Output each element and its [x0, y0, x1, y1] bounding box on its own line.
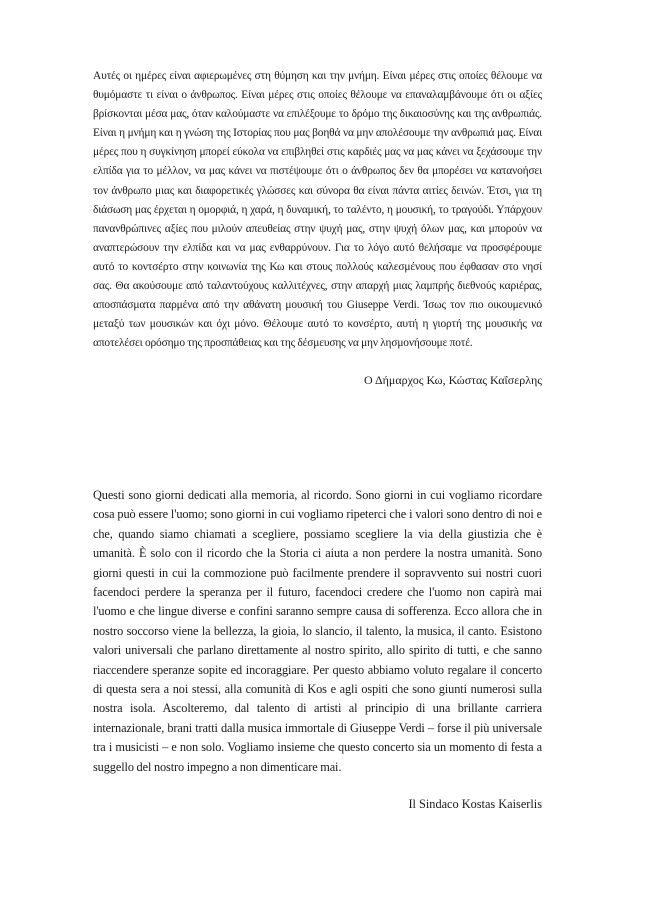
italian-message-paragraph: Questi sono giorni dedicati alla memoria, al ricordo. Sono giorni in cui vogliamo ricordare cosa può essere l'uomo; sono giorni in cui vogliamo ripeterci che i valori sono dentro di noi e che, quando siamo chiamati a scegliere, possiamo scegliere la via della giustizia che è umanità. È solo con il ricordo che la Storia ci aiuta a non perdere la nostra umanità. Sono giorni questi in cui la commozione può facilmente prendere il sopravvento sui nostri cuori facendoci perdere la speranza per il futuro, facendoci credere che l'uomo non capirà mai l'uomo e che lingue diverse e confini saranno sempre causa di sofferenza. Ecco allora che in nostro soccorso viene la bellezza, la gioia, lo slancio, il talento, la musica, il canto. Esistono valori universali che parlano direttamente al nostro spirito, allo spirito di tutti, e che sanno riaccendere speranze sopite ed incoraggiare. Per questo abbiamo voluto regalare il concerto di questa sera a noi stessi, alla comunità di Kos e agli ospiti che sono giunti numerosi sulla nostra isola. Ascolteremo, dal talento di artisti al principio di una brillante carriera internazionale, brani tratti dalla musica immortale di Giuseppe Verdi – forse il più universale tra i musicisti – e non solo. Vogliamo insieme che questo concerto sia un momento di festa a suggello del nostro impegno a non dimenticare mai.: [93, 488, 542, 774]
italian-section: [93, 486, 542, 814]
italian-signature: Il Sindaco Kostas Kaiserlis: [408, 797, 542, 812]
greek-message-paragraph: Αυτές οι ημέρες είναι αφιερωμένες στη θύμηση και την μνήμη. Είναι μέρες στις οποίες θέλουμε να θυμόμαστε τι είναι ο άνθρωπος. Είναι μέρες στις οποίες θέλουμε να επαναλαμβάνουμε ότι οι αξίες βρίσκονται μέσα μας, όταν καλούμαστε να επιλέξουμε το δρόμο της δικαιοσύνης και της ανθρωπιάς. Είναι η μνήμη και η γνώση της Ιστορίας που μας βοηθά να μην απολέσουμε την ανθρωπιά μας. Είναι μέρες που η συγκίνηση μπορεί εύκολα να επιβληθεί στις καρδιές μας να μας κάνει να ξεχάσουμε την ελπίδα για το μέλλον, να μας κάνει να πιστέψουμε ότι ο άνθρωπος δεν θα μπορέσει να κατανοήσει τον άνθρωπο μιας και διαφορετικές γλώσσες και σύνορα θα είναι πάντα αιτίες δεινών. Έτσι, για τη διάσωση μας έρχεται η ομορφιά, η χαρά, η δυναμική, το ταλέντο, η μουσική, το τραγούδι. Υπάρχουν πανανθρώπινες αξίες που μιλούν απευθείας στην ψυχή μας, στην ψυχή όλων μας, και μπορούν να αναπτερώσουν την ελπίδα και να μας ενθαρρύνουν. Για το λόγο αυτό θελήσαμε να προσφέρουμε αυτό το κοντσέρτο στην κοινωνία της Κω και στους πολλούς καλεσμένους που έφθασαν στο νησί σας. Θα ακούσουμε από ταλαντούχους καλλιτέχνες, στην απαρχή μιας λαμπρής διεθνούς καριέρας, αποσπάσματα παρμένα από την αθάνατη μουσική του Giuseppe Verdi. Ίσως τον πιο οικουμενικό μεταξύ των μουσικών και όχι μόνο. Θέλουμε αυτό το κονσέρτο, αυτή η γιορτή της μουσικής να αποτελέσει ορόσημο της προσπάθειας και της δέσμευσης να μην λησμονήσουμε ποτέ.: [93, 70, 542, 350]
greek-signature: Ο Δήμαρχος Κω, Κώστας Καΐσερλης: [363, 373, 542, 388]
greek-section: [93, 67, 542, 390]
